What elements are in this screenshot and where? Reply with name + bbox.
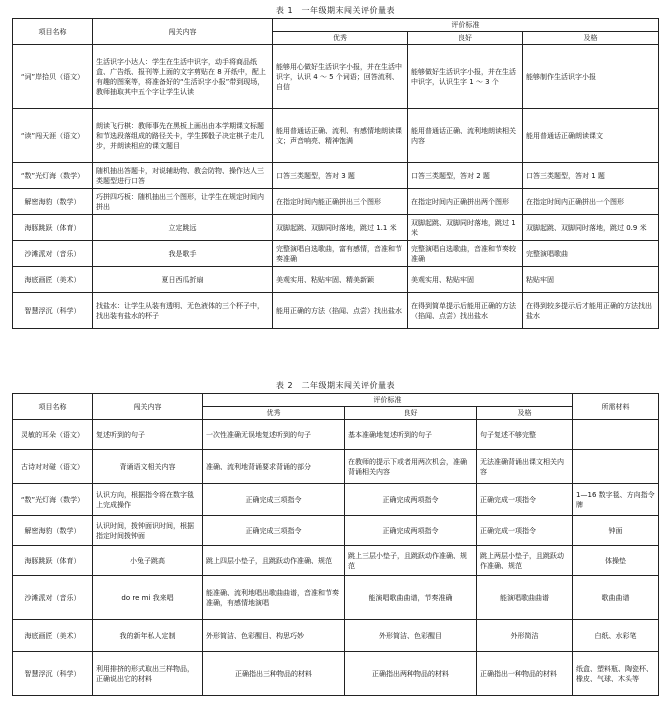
table-row (13, 45, 659, 109)
criteria-good: 口答三类题型，答对 2 题 (408, 163, 523, 189)
criteria-good: 能演唱歌曲曲谱，节奏准确 (345, 576, 477, 620)
table1-header-excellent: 优秀 (273, 32, 408, 45)
criteria-pass: 能够制作生活识字小报 (523, 45, 659, 109)
item-name: 灵敏的耳朵（语文） (13, 420, 93, 450)
table1-caption: 表 1 一年级期末闯关评价量表 (275, 6, 396, 15)
materials (573, 420, 659, 450)
criteria-excellent: 能准确、流利地唱出歌曲曲谱，音准和节奏准确，有感情地演唱 (203, 576, 345, 620)
item-content: 随机抽出答题卡，对说辅助物、教会防物、操作达人三类题型进行口答 (93, 163, 273, 189)
item-name: 古诗对对碰（语文） (13, 450, 93, 484)
materials: 体操垫 (573, 546, 659, 576)
criteria-excellent: 能用正确的方法（掐闻、点尝）找出盐水 (273, 293, 408, 329)
criteria-good: 外形简洁、色彩醒目 (345, 620, 477, 652)
criteria-good: 正确完成两项指令 (345, 484, 477, 516)
criteria-pass: 在指定时间内正确拼出一个图形 (523, 189, 659, 215)
criteria-excellent: 美观实用、粘贴牢固、精美新颖 (273, 267, 408, 293)
item-name: 沙滩派对（音乐） (13, 241, 93, 267)
item-content: 我的新年私人定制 (93, 620, 203, 652)
criteria-excellent: 跳上四层小垫子，且跳跃动作准确、规范 (203, 546, 345, 576)
materials: 1—16 数字毯、方向指令牌 (573, 484, 659, 516)
table-row (13, 267, 659, 293)
item-name: “数”光灯海（数学） (13, 484, 93, 516)
materials: 钟面 (573, 516, 659, 546)
table-row (13, 546, 659, 576)
criteria-pass: 句子复述不够完整 (477, 420, 573, 450)
criteria-good: 正确完成两项指令 (345, 516, 477, 546)
item-content: 朗读飞行棋：教师事先在黑板上画出由本学期课文标题和节选段落组成的路径关卡，学生掷骰子决定棋子走几步，并朗读相应的课文题目 (93, 109, 273, 163)
materials (573, 450, 659, 484)
item-content: 巧拼四巧板：随机抽出三个图形，让学生在规定时间内拼出 (93, 189, 273, 215)
table-row (13, 420, 659, 450)
table2-header-item: 项目名称 (13, 394, 93, 420)
criteria-good: 双脚起跳、双脚同时落地，跳过 1 米 (408, 215, 523, 241)
table2-header-good: 良好 (345, 407, 477, 420)
criteria-excellent: 准确、流利地背诵要求背诵的部分 (203, 450, 345, 484)
criteria-pass: 无法准确背诵出课文相关内容 (477, 450, 573, 484)
criteria-excellent: 能用普通话正确、流利、有感情地朗读课文；声音响亮、精神饱满 (273, 109, 408, 163)
item-name: 解密海豹（数学） (13, 189, 93, 215)
table1-header-content: 闯关内容 (93, 19, 273, 45)
table2 (12, 393, 659, 696)
materials: 纸盒、塑料瓶、陶瓷杯、橡皮、气球、木头等 (573, 652, 659, 696)
table-row (13, 450, 659, 484)
criteria-pass: 外形简洁 (477, 620, 573, 652)
table-row (13, 484, 659, 516)
table2-header-materials: 所需材料 (573, 394, 659, 420)
table2-header-excellent: 优秀 (203, 407, 345, 420)
item-name: 智慧浮沉（科学） (13, 293, 93, 329)
criteria-good: 跳上三层小垫子，且跳跃动作准确、规范 (345, 546, 477, 576)
item-name: 沙滩派对（音乐） (13, 576, 93, 620)
criteria-good: 能够做好生活识字小报，并在生活中识字，认识生字 1 ～ 3 个 (408, 45, 523, 109)
table2-header-pass: 及格 (477, 407, 573, 420)
criteria-good: 正确指出两种物品的材料 (345, 652, 477, 696)
table-row (13, 576, 659, 620)
criteria-good: 在得到简单提示后能用正确的方法（掐闻、点尝）找出盐水 (408, 293, 523, 329)
table-row (13, 109, 659, 163)
materials: 歌曲曲谱 (573, 576, 659, 620)
table1-header-pass: 及格 (523, 32, 659, 45)
criteria-excellent: 正确指出三种物品的材料 (203, 652, 345, 696)
item-name: “数”光灯海（数学） (13, 163, 93, 189)
criteria-pass: 跳上两层小垫子，且跳跃动作准确、规范 (477, 546, 573, 576)
criteria-excellent: 正确完成三项指令 (203, 516, 345, 546)
item-content: 背诵语文相关内容 (93, 450, 203, 484)
item-content: 复述听到的句子 (93, 420, 203, 450)
item-content: 夏日西瓜折扇 (93, 267, 273, 293)
table1-header-item: 项目名称 (13, 19, 93, 45)
criteria-pass: 完整演唱歌曲 (523, 241, 659, 267)
table-row (13, 652, 659, 696)
item-name: 海底画匠（美术） (13, 620, 93, 652)
table2-header-row (13, 394, 659, 407)
item-name: “读”闯天涯（语文） (13, 109, 93, 163)
criteria-excellent: 正确完成三项指令 (203, 484, 345, 516)
item-name: 智慧浮沉（科学） (13, 652, 93, 696)
criteria-pass: 双脚起跳、双脚同时落地，跳过 0.9 米 (523, 215, 659, 241)
criteria-pass: 口答三类题型，答对 1 题 (523, 163, 659, 189)
criteria-pass: 能演唱歌曲曲谱 (477, 576, 573, 620)
criteria-excellent: 能够用心做好生活识字小报，并在生活中识字，认识 4 ～ 5 个词语；回答流利、自信 (273, 45, 408, 109)
table1 (12, 18, 659, 329)
table-row (13, 516, 659, 546)
item-content: 认识方向，根据指令将在数字毯上完成操作 (93, 484, 203, 516)
criteria-good: 完整演唱自选歌曲，音准和节奏较准确 (408, 241, 523, 267)
item-content: 利用排挤的形式取出三样物品，正确说出它的材料 (93, 652, 203, 696)
item-content: 我是歌手 (93, 241, 273, 267)
criteria-pass: 正确完成一项指令 (477, 484, 573, 516)
criteria-good: 在教师的提示下或者用两次机会，准确背诵相关内容 (345, 450, 477, 484)
criteria-good: 美观实用、粘贴牢固 (408, 267, 523, 293)
item-content: 找盐水：让学生从装有透明、无色液体的三个杯子中，找出装有盐水的杯子 (93, 293, 273, 329)
materials: 白纸、水彩笔 (573, 620, 659, 652)
item-name: 解密海豹（数学） (13, 516, 93, 546)
item-name: 海豚跳跃（体育） (13, 546, 93, 576)
table2-header-content: 闯关内容 (93, 394, 203, 420)
item-name: 海豚跳跃（体育） (13, 215, 93, 241)
criteria-excellent: 口答三类题型，答对 3 题 (273, 163, 408, 189)
criteria-excellent: 完整演唱自选歌曲，富有感情，音准和节奏准确 (273, 241, 408, 267)
table1-header-good: 良好 (408, 32, 523, 45)
table2-caption: 表 2 二年级期末闯关评价量表 (275, 381, 396, 390)
item-content: do re mi 我来唱 (93, 576, 203, 620)
criteria-good: 在指定时间内正确拼出两个图形 (408, 189, 523, 215)
item-content: 认识时间，拨钟面识时间，根据指定时间拨钟面 (93, 516, 203, 546)
criteria-pass: 能用普通话正确朗读课文 (523, 109, 659, 163)
criteria-pass: 粘贴牢固 (523, 267, 659, 293)
table-row (13, 189, 659, 215)
table1-header-row (13, 19, 659, 32)
criteria-pass: 正确完成一项指令 (477, 516, 573, 546)
item-name: 海底画匠（美术） (13, 267, 93, 293)
table-row (13, 620, 659, 652)
table-row (13, 293, 659, 329)
item-content: 生活识字小达人：学生在生活中识字，动手将商品纸盒、广告纸、报刊等上面的文字剪贴在 8 开纸中，配上有趣的图案等，将准备好的“生活识字小报”带到现场，教师抽取其中五个字让学生认读 (93, 45, 273, 109)
item-name: “词”岸拾贝（语文） (13, 45, 93, 109)
criteria-excellent: 外形简洁、色彩醒目、构思巧妙 (203, 620, 345, 652)
table-row (13, 215, 659, 241)
criteria-excellent: 双脚起跳、双脚同时落地，跳过 1.1 米 (273, 215, 408, 241)
criteria-good: 能用普通话正确、流利地朗读相关内容 (408, 109, 523, 163)
item-content: 立定跳远 (93, 215, 273, 241)
table-row (13, 163, 659, 189)
table1-header-criteria: 评价标准 (273, 19, 659, 32)
criteria-excellent: 一次性准确无误地复述听到的句子 (203, 420, 345, 450)
criteria-excellent: 在指定时间内能正确拼出三个图形 (273, 189, 408, 215)
item-content: 小兔子跳高 (93, 546, 203, 576)
criteria-good: 基本准确地复述听到的句子 (345, 420, 477, 450)
table2-header-criteria: 评价标准 (203, 394, 573, 407)
table-row (13, 241, 659, 267)
criteria-pass: 正确指出一种物品的材料 (477, 652, 573, 696)
criteria-pass: 在得到较多提示后才能用正确的方法找出盐水 (523, 293, 659, 329)
